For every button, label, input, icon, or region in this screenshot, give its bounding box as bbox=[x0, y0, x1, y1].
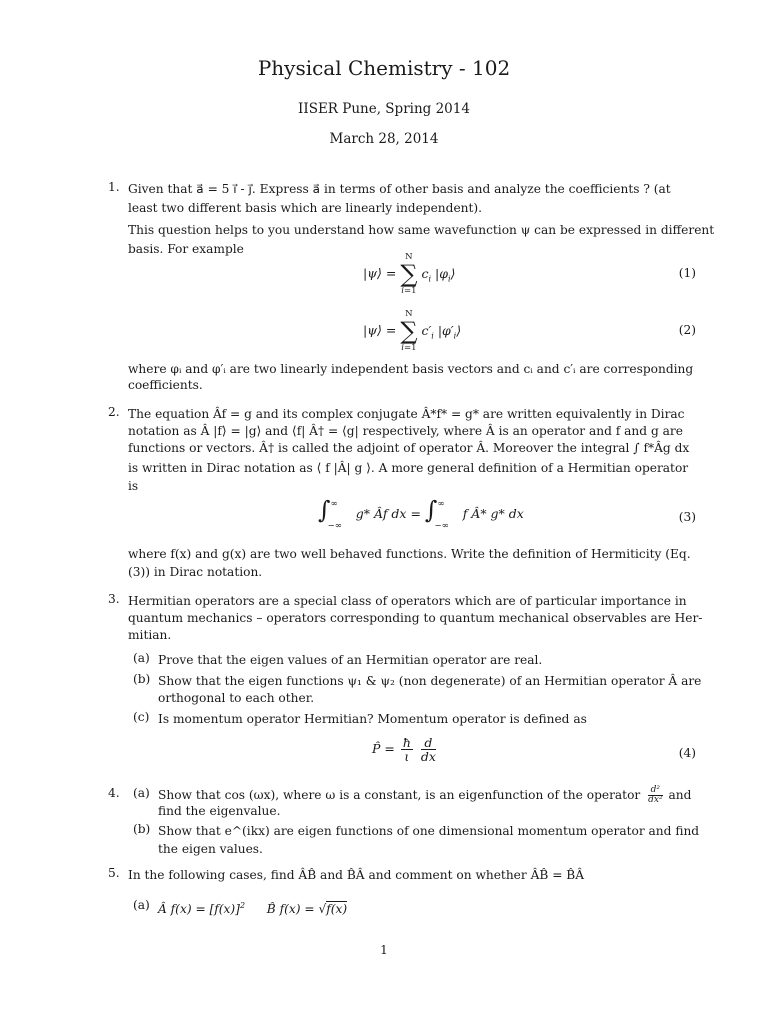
equation-3-number: (3) bbox=[678, 510, 696, 524]
question-1-line-1: Given that a⃗ = 5 i⃗ - j⃗. Express a⃗ in terms of other basis and analyze the coefficients ? (at bbox=[128, 182, 671, 196]
equation-1-number: (1) bbox=[678, 266, 696, 280]
question-3a-label: (a) bbox=[133, 651, 150, 665]
question-2-line-4: is written in Dirac notation as ⟨ f |Â| g ⟩. A more general definition of a Hermitian operator bbox=[128, 461, 689, 475]
question-4a-line-1-text: Show that cos (ωx), where ω is a constant, is an eigenfunction of the operator bbox=[158, 788, 641, 802]
page-number: 1 bbox=[380, 943, 388, 957]
date-line: March 28, 2014 bbox=[329, 131, 439, 147]
equation-4: P̂ = $\frac{ħ}{\iota}$ $\frac{d}{dx}$ bbox=[372, 735, 436, 764]
question-3c-label: (c) bbox=[133, 710, 150, 724]
question-2-after-line-1: where f(x) and g(x) are two well behaved functions. Write the definition of Hermiticity (Eq. bbox=[128, 547, 691, 561]
equation-1: |ψ⟩ = N ∑ i=1 $c_i$ $|\varphi_i⟩$ bbox=[363, 252, 456, 296]
question-1-para-line-2: basis. For example bbox=[128, 242, 244, 256]
question-4a-line-1-end: and bbox=[668, 788, 692, 802]
page-title: Physical Chemistry - 102 bbox=[257, 56, 511, 80]
question-3-line-2: quantum mechanics – operators corresponding to quantum mechanical observables are Her- bbox=[128, 611, 703, 625]
equation-2: |ψ⟩ = N ∑ i=1 $c'_i$ $|\varphi'_i⟩$ bbox=[363, 309, 462, 353]
equation-4-number: (4) bbox=[678, 746, 696, 760]
question-4b-line-2: the eigen values. bbox=[158, 842, 263, 856]
institute-line: IISER Pune, Spring 2014 bbox=[298, 101, 470, 117]
question-1-after-line-1: where φᵢ and φ′ᵢ are two linearly independent basis vectors and cᵢ and c′ᵢ are corresponding bbox=[128, 362, 694, 376]
question-2-after-line-2: (3)) in Dirac notation. bbox=[128, 565, 263, 579]
question-4a-line-2: find the eigenvalue. bbox=[158, 804, 281, 818]
question-3a-text: Prove that the eigen values of an Hermitian operator are real. bbox=[158, 653, 543, 667]
question-1-line-2: least two different basis which are linearly independent). bbox=[128, 201, 483, 215]
question-3-number: 3. bbox=[108, 592, 120, 606]
second-derivative-operator: $\frac{\text{d²}}{\text{dx²}}$ bbox=[648, 785, 663, 805]
question-3b-label: (b) bbox=[133, 672, 151, 686]
question-1-number: 1. bbox=[108, 180, 120, 194]
question-2-line-2: notation as Â |f⟩ = |g⟩ and ⟨f| Â† = ⟨g| respectively, where Â is an operator and f and g are bbox=[128, 424, 683, 438]
question-1-after-line-2: coefficients. bbox=[128, 378, 203, 392]
question-3c-text: Is momentum operator Hermitian? Momentum operator is defined as bbox=[158, 712, 587, 726]
equation-2-number: (2) bbox=[678, 323, 696, 337]
question-4b-label: (b) bbox=[133, 822, 151, 836]
question-3-line-3: mitian. bbox=[128, 628, 172, 642]
question-3b-line-1: Show that the eigen functions ψ₁ & ψ₂ (non degenerate) of an Hermitian operator Â are bbox=[158, 674, 702, 688]
question-2-number: 2. bbox=[108, 405, 120, 419]
question-2-line-3: functions or vectors. Â† is called the adjoint of operator Â. Moreover the integral ∫ f*Âg dx bbox=[128, 441, 690, 455]
question-2-line-5: is bbox=[128, 479, 139, 493]
question-5-line-1: In the following cases, find ÂB̂ and B̂Â and comment on whether ÂB̂ = B̂Â bbox=[128, 868, 585, 882]
question-4a-label: (a) bbox=[133, 786, 150, 800]
question-2-line-1: The equation Âf = g and its complex conjugate Â*f* = g* are written equivalently in Dirac bbox=[128, 407, 685, 421]
question-1-para-line-1: This question helps to you understand how same wavefunction ψ can be expressed in different bbox=[128, 223, 715, 237]
question-5a-math: Â $f(x) = [f(x)]^2$ B̂ f(x) = √f(x) bbox=[158, 901, 348, 917]
question-5-number: 5. bbox=[108, 866, 120, 880]
question-4b-line-1: Show that e^(ikx) are eigen functions of one dimensional momentum operator and find bbox=[158, 824, 700, 838]
question-3b-line-2: orthogonal to each other. bbox=[158, 691, 315, 705]
question-4-number: 4. bbox=[108, 786, 120, 800]
question-3-line-1: Hermitian operators are a special class of operators which are of particular importance in bbox=[128, 594, 687, 608]
equation-3: $\int^\infty_{-\infty}$ g* Âf dx = $\int^\infty_{-\infty}$ f Â* g* dx bbox=[318, 496, 524, 531]
question-5a-label: (a) bbox=[133, 898, 150, 912]
